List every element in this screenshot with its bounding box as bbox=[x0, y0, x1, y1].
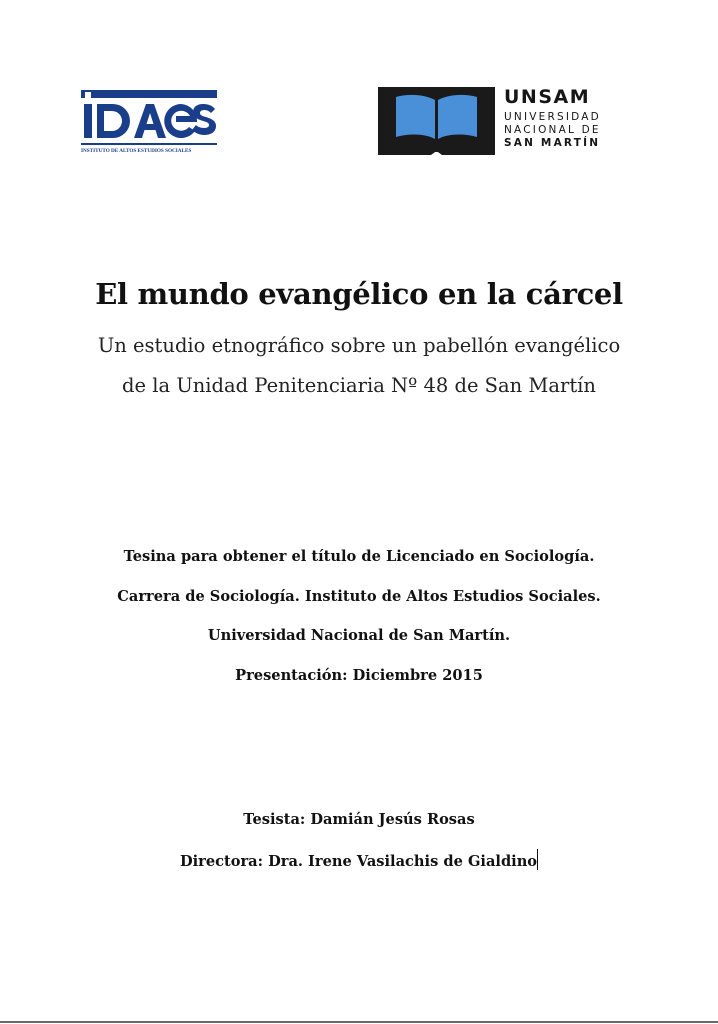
idaes-caption: INSTITUTO DE ALTOS ESTUDIOS SOCIALES bbox=[81, 148, 192, 154]
unsam-name: UNSAM bbox=[504, 86, 591, 108]
document-subtitle-line-2: de la Unidad Penitenciaria Nº 48 de San Martín bbox=[122, 374, 596, 397]
presentation-date-line: Presentación: Diciembre 2015 bbox=[235, 667, 483, 684]
program-line: Carrera de Sociología. Instituto de Altos Estudios Sociales. bbox=[117, 588, 601, 605]
unsam-line-2: NACIONAL DE bbox=[504, 124, 601, 136]
unsam-line-1: UNIVERSIDAD bbox=[504, 111, 601, 123]
unsam-logo bbox=[378, 87, 628, 157]
text-cursor bbox=[537, 849, 538, 870]
director-line: Directora: Dra. Irene Vasilachis de Gialdino bbox=[179, 853, 538, 870]
unsam-line-3: SAN MARTÍN bbox=[504, 137, 601, 149]
document-title: El mundo evangélico en la cárcel bbox=[95, 277, 623, 311]
idaes-wordmark-graphic bbox=[81, 90, 217, 148]
unsam-subtitle bbox=[504, 111, 601, 150]
author-line: Tesista: Damián Jesús Rosas bbox=[243, 811, 475, 828]
degree-line: Tesina para obtener el título de Licenciado en Sociología. bbox=[123, 548, 595, 565]
director-line-container[interactable] bbox=[0, 849, 718, 872]
idaes-logo bbox=[81, 90, 217, 156]
page-bottom-edge bbox=[0, 1021, 718, 1023]
unsam-book-icon bbox=[378, 87, 495, 155]
university-line: Universidad Nacional de San Martín. bbox=[207, 627, 511, 644]
document-subtitle-line-1: Un estudio etnográfico sobre un pabellón evangélico bbox=[97, 334, 621, 357]
